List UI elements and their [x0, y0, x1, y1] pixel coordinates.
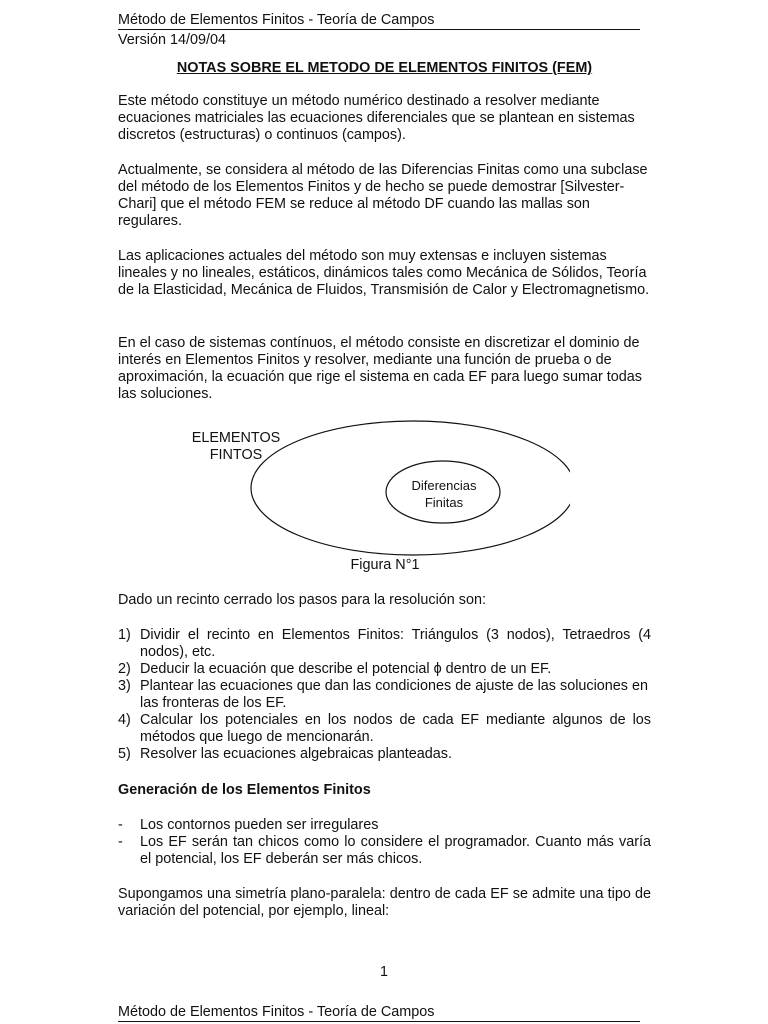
- step-text: Dividir el recinto en Elementos Finitos: Triángulos (3 nodos), Tetraedros (4 nodos), etc.: [140, 627, 651, 660]
- figure-inner-label: [385, 477, 503, 511]
- list-item: [118, 834, 651, 868]
- page-footer-title: [118, 1004, 640, 1022]
- header-title-text: Método de Elementos Finitos - Teoría de Campos: [118, 12, 435, 28]
- footer-title-text: Método de Elementos Finitos - Teoría de Campos: [118, 1004, 435, 1020]
- figure-caption: Figura N°1: [350, 557, 420, 573]
- step-number: 4): [118, 712, 131, 728]
- bullet-text: Los contornos pueden ser irregulares: [140, 817, 379, 833]
- step-number: 1): [118, 627, 131, 643]
- bullet-dash: -: [118, 834, 123, 850]
- figure-outer-label-line2: FINTOS: [209, 447, 263, 463]
- paragraph-continuous-systems: En el caso de sistemas contínuos, el método consiste en discretizar el dominio de interés en Elementos Finitos y resolver, mediante una función de prueba o de aproximación, la ecuación que rige el sistema en cada EF para luego sumar todas las soluciones.: [118, 335, 642, 402]
- figure-outer-label-line1: ELEMENTOS: [191, 430, 281, 446]
- list-item: [118, 817, 651, 834]
- section-heading: Generación de los Elementos Finitos: [118, 782, 371, 798]
- document-title: NOTAS SOBRE EL METODO DE ELEMENTOS FINITOS (FEM): [176, 60, 593, 76]
- bullet-text: Los EF serán tan chicos como lo considere el programador. Cuanto más varía el potencial, los EF deberán ser más chicos.: [140, 834, 651, 867]
- step-number: 5): [118, 746, 131, 762]
- figure-inner-label-line2: Finitas: [424, 495, 464, 510]
- paragraph-finite-differences: Actualmente, se considera al método de las Diferencias Finitas como una subclase del método de los Elementos Finitos y de hecho se puede demostrar [Silvester-Chari] que el método FEM se reduce al método DF cuando las mallas son regulares.: [118, 162, 648, 229]
- paragraph-closing: Supongamos una simetría plano-paralela: dentro de cada EF se admite una tipo de variación del potencial, por ejemplo, lineal:: [118, 886, 651, 919]
- list-item: [118, 746, 651, 763]
- list-item: [118, 661, 651, 678]
- step-text: Resolver las ecuaciones algebraicas planteadas.: [140, 746, 452, 762]
- step-number: 2): [118, 661, 131, 677]
- page-header-title: [118, 12, 640, 30]
- steps-intro: Dado un recinto cerrado los pasos para la resolución son:: [118, 592, 486, 608]
- page-header-version: Versión 14/09/04: [118, 32, 227, 48]
- step-text: Calcular los potenciales en los nodos de cada EF mediante algunos de los métodos que luego de mencionarán.: [140, 712, 651, 745]
- list-item: [118, 712, 651, 746]
- steps-list: [118, 627, 651, 763]
- step-number: 3): [118, 678, 131, 694]
- paragraph-intro: Este método constituye un método numérico destinado a resolver mediante ecuaciones matriciales las ecuaciones diferenciales que se plantean en sistemas discretos (estructuras) o continuos (campos).: [118, 93, 635, 143]
- bullet-list: [118, 817, 651, 868]
- page-number: 1: [379, 964, 388, 980]
- list-item: [118, 627, 651, 661]
- step-text: Deducir la ecuación que describe el potencial ϕ dentro de un EF.: [140, 661, 552, 677]
- list-item: [118, 678, 651, 712]
- bullet-dash: -: [118, 817, 123, 833]
- paragraph-applications: Las aplicaciones actuales del método son muy extensas e incluyen sistemas lineales y no lineales, estáticos, dinámicos tales como Mecánica de Sólidos, Teoría de la Elasticidad, Mecánica de Fluidos, Transmisión de Calor y Electromagnetismo.: [118, 248, 650, 298]
- figure-inner-label-line1: Diferencias: [411, 478, 477, 493]
- step-text: Plantear las ecuaciones que dan las condiciones de ajuste de las soluciones en las fronteras de los EF.: [140, 678, 649, 711]
